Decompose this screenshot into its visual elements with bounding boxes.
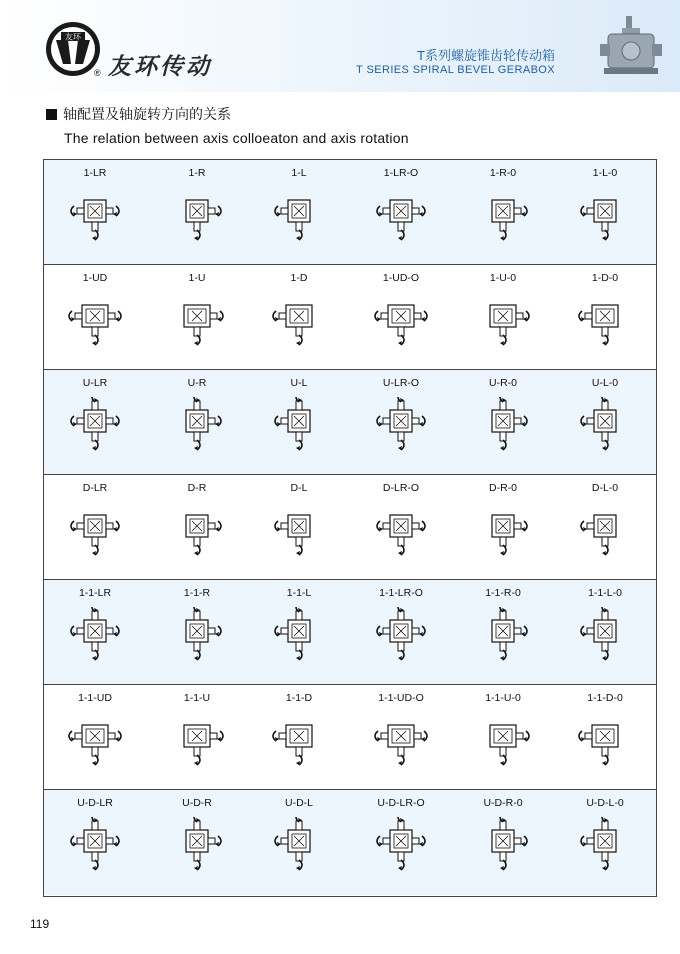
gearbox-rotation-diagram [269, 502, 329, 562]
config-label: 1-1-D [285, 692, 313, 704]
gearbox-rotation-diagram [65, 397, 125, 457]
config-cell [248, 685, 350, 789]
gearbox-rotation-diagram [269, 712, 329, 772]
gearbox-rotation-diagram [65, 817, 125, 877]
config-label: 1-1-LR [78, 587, 112, 599]
config-label: U-D-R-0 [483, 797, 523, 809]
gearbox-rotation-diagram [65, 187, 125, 247]
config-label: 1-UD [82, 272, 108, 284]
gearbox-rotation-diagram [269, 292, 329, 352]
gearbox-product-image [600, 14, 662, 80]
config-cell [146, 160, 248, 264]
gearbox-rotation-diagram [167, 397, 227, 457]
config-cell [44, 685, 146, 789]
gearbox-rotation-diagram [575, 397, 635, 457]
section-title-en: The relation between axis colloeaton and axis rotation [64, 130, 409, 146]
config-cell [248, 580, 350, 684]
config-label: U-R [187, 377, 207, 389]
config-row [44, 265, 656, 370]
config-label: U-D-LR [77, 797, 113, 809]
config-label: 1-R-0 [489, 167, 517, 179]
config-label: 1-D-0 [591, 272, 619, 284]
gearbox-rotation-diagram [371, 817, 431, 877]
config-label: 1-1-U [183, 692, 211, 704]
gearbox-rotation-diagram [473, 502, 533, 562]
config-label: 1-LR [83, 167, 107, 179]
config-cell [44, 790, 146, 894]
config-row [44, 685, 656, 790]
gearbox-rotation-diagram [269, 607, 329, 667]
gearbox-rotation-diagram [371, 187, 431, 247]
config-label: D-R [187, 482, 207, 494]
config-cell [452, 475, 554, 579]
config-cell [452, 160, 554, 264]
config-label: 1-1-L-0 [588, 587, 622, 599]
page-number: 119 [30, 917, 50, 931]
config-label: 1-L [291, 167, 307, 179]
config-cell [146, 685, 248, 789]
gearbox-rotation-diagram [473, 292, 533, 352]
config-label: U-LR-O [382, 377, 420, 389]
config-row [44, 160, 656, 265]
gearbox-rotation-diagram [65, 712, 125, 772]
config-row [44, 370, 656, 475]
config-cell [146, 475, 248, 579]
config-cell [452, 790, 554, 894]
config-cell [146, 265, 248, 369]
config-label: 1-1-UD [78, 692, 112, 704]
catalog-title-cn: T系列螺旋锥齿轮传动箱 [417, 48, 555, 63]
config-label: 1-1-L [286, 587, 312, 599]
gearbox-rotation-diagram [371, 607, 431, 667]
page-header [0, 0, 680, 92]
catalog-title-en: T SERIES SPIRAL BEVEL GERABOX [356, 64, 555, 76]
config-label: 1-1-R-0 [485, 587, 521, 599]
config-cell [554, 790, 656, 894]
config-cell [554, 370, 656, 474]
config-cell [452, 370, 554, 474]
gearbox-rotation-diagram [575, 292, 635, 352]
config-label: 1-1-LR-O [379, 587, 423, 599]
config-cell [350, 265, 452, 369]
config-cell [452, 685, 554, 789]
config-label: 1-U-0 [489, 272, 517, 284]
gearbox-rotation-diagram [473, 817, 533, 877]
gearbox-rotation-diagram [575, 607, 635, 667]
config-cell [350, 475, 452, 579]
gearbox-rotation-diagram [575, 817, 635, 877]
configuration-table [43, 159, 657, 897]
gearbox-rotation-diagram [167, 187, 227, 247]
gearbox-rotation-diagram [65, 292, 125, 352]
gearbox-rotation-diagram [371, 292, 431, 352]
config-label: 1-L-0 [592, 167, 618, 179]
gearbox-rotation-diagram [269, 817, 329, 877]
config-cell [350, 160, 452, 264]
config-cell [452, 265, 554, 369]
config-label: 1-1-R [183, 587, 211, 599]
gearbox-rotation-diagram [575, 712, 635, 772]
gearbox-rotation-diagram [167, 817, 227, 877]
config-label: 1-U [188, 272, 206, 284]
square-bullet-icon [46, 109, 57, 120]
gearbox-rotation-diagram [371, 712, 431, 772]
config-cell [248, 475, 350, 579]
gearbox-rotation-diagram [371, 502, 431, 562]
config-label: 1-1-D-0 [587, 692, 623, 704]
config-cell [554, 685, 656, 789]
config-cell [554, 265, 656, 369]
section-title-cn: 轴配置及轴旋转方向的关系 [46, 104, 231, 124]
config-label: D-LR-O [382, 482, 420, 494]
gearbox-rotation-diagram [473, 187, 533, 247]
config-cell [44, 580, 146, 684]
config-cell [554, 475, 656, 579]
config-cell [554, 160, 656, 264]
config-label: D-L [290, 482, 308, 494]
gearbox-rotation-diagram [167, 712, 227, 772]
config-label: D-R-0 [489, 482, 517, 494]
gearbox-rotation-diagram [167, 292, 227, 352]
gearbox-rotation-diagram [269, 187, 329, 247]
gearbox-rotation-diagram [65, 607, 125, 667]
config-label: 1-LR-O [383, 167, 419, 179]
config-label: U-R-0 [489, 377, 517, 389]
gearbox-rotation-diagram [473, 397, 533, 457]
gearbox-rotation-diagram [575, 187, 635, 247]
config-cell [44, 475, 146, 579]
gearbox-rotation-diagram [473, 712, 533, 772]
config-label: U-LR [82, 377, 108, 389]
config-cell [452, 580, 554, 684]
config-label: U-D-L-0 [586, 797, 624, 809]
config-cell [248, 370, 350, 474]
gearbox-rotation-diagram [371, 397, 431, 457]
gearbox-rotation-diagram [65, 502, 125, 562]
gearbox-rotation-diagram [167, 502, 227, 562]
gearbox-rotation-diagram [575, 502, 635, 562]
config-cell [44, 160, 146, 264]
config-label: U-L [290, 377, 308, 389]
config-label: 1-1-UD-O [378, 692, 424, 704]
config-label: 1-UD-O [382, 272, 420, 284]
config-cell [350, 685, 452, 789]
config-row [44, 580, 656, 685]
gearbox-rotation-diagram [269, 397, 329, 457]
config-cell [350, 790, 452, 894]
config-cell [146, 580, 248, 684]
config-cell [350, 580, 452, 684]
config-cell [146, 370, 248, 474]
config-label: 1-R [188, 167, 206, 179]
config-label: D-LR [82, 482, 108, 494]
config-cell [350, 370, 452, 474]
config-label: 1-1-U-0 [485, 692, 521, 704]
registered-mark: ® [94, 68, 101, 78]
config-label: 1-D [290, 272, 308, 284]
config-cell [248, 265, 350, 369]
config-cell [248, 160, 350, 264]
config-cell [554, 580, 656, 684]
config-cell [44, 265, 146, 369]
gearbox-rotation-diagram [473, 607, 533, 667]
brand-name: 友环传动 [108, 53, 212, 80]
config-row [44, 475, 656, 580]
config-row [44, 790, 656, 895]
config-label: U-D-R [182, 797, 212, 809]
config-label: U-D-LR-O [377, 797, 425, 809]
gearbox-rotation-diagram [167, 607, 227, 667]
config-label: D-L-0 [591, 482, 619, 494]
config-label: U-D-L [285, 797, 313, 809]
config-label: U-L-0 [591, 377, 619, 389]
svg-text:友环: 友环 [65, 32, 81, 42]
config-cell [146, 790, 248, 894]
config-cell [44, 370, 146, 474]
config-cell [248, 790, 350, 894]
